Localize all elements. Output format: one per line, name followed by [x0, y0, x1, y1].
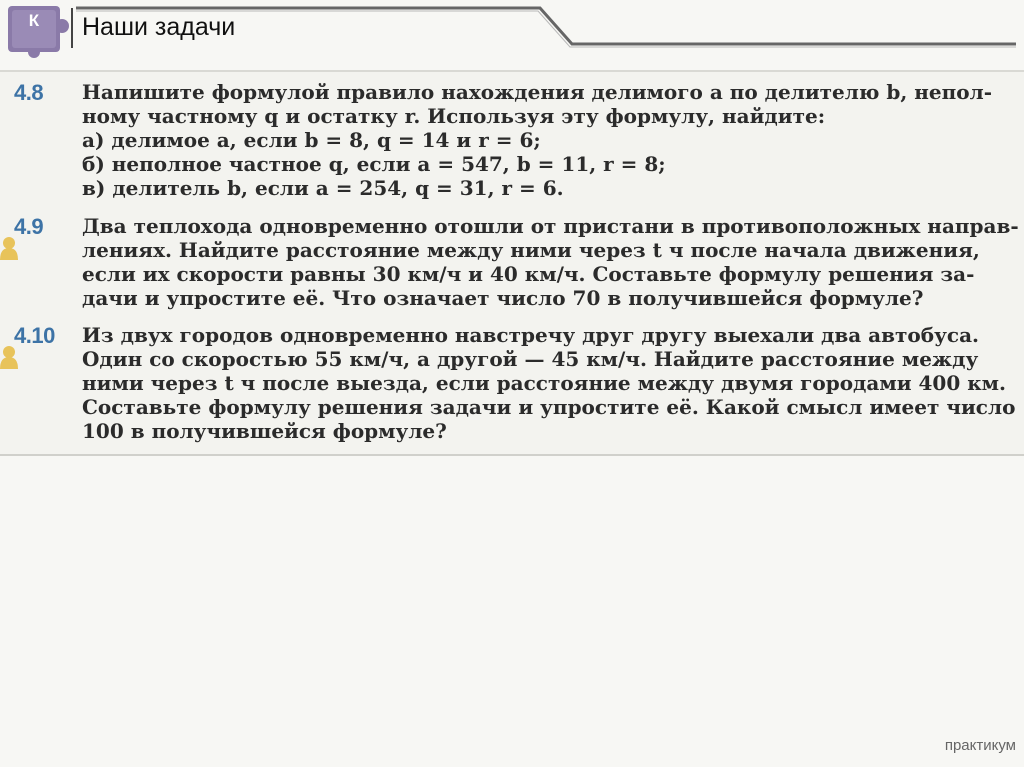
problem-number: 4.10 [14, 323, 55, 348]
text-line: 100 в получившейся формуле? [82, 419, 447, 443]
textbook-excerpt [0, 70, 1024, 456]
problem-text [82, 323, 1016, 443]
text-line: лениях. Найдите расстояние между ними через t ч после начала движения, [82, 238, 980, 262]
text-line: в) делитель b, если a = 254, q = 31, r = 6. [82, 176, 564, 200]
text-line: а) делимое a, если b = 8, q = 14 и r = 6; [82, 128, 541, 152]
text-line: ними через t ч после выезда, если расстояние между двумя городами 400 км. [82, 371, 1007, 395]
text-line: Один со скоростью 55 км/ч, а другой — 45 км/ч. Найдите расстояние между [82, 347, 979, 371]
text-line: б) неполное частное q, если a = 547, b = 11, r = 8; [82, 152, 666, 176]
problem-number: 4.9 [14, 214, 44, 239]
page-title: Наши задачи [82, 13, 236, 41]
text-line: ному частному q и остатку r. Используя эту формулу, найдите: [82, 104, 826, 128]
person-icon [0, 236, 22, 260]
text-line: если их скорости равны 30 км/ч и 40 км/ч. Составьте формулу решения за- [82, 262, 975, 286]
problem-text [82, 214, 1019, 310]
badge-letter: К [28, 11, 40, 30]
problem-number: 4.8 [14, 80, 44, 105]
text-line: Из двух городов одновременно навстречу друг другу выехали два автобуса. [82, 323, 980, 347]
person-icon [0, 345, 22, 369]
text-line: Напишите формулой правило нахождения делимого a по делителю b, непол- [82, 80, 993, 104]
text-line: дачи и упростите её. Что означает число 70 в получившейся формуле? [82, 286, 924, 310]
text-line: Два теплохода одновременно отошли от пристани в противоположных направ- [82, 214, 1019, 238]
slide-header [0, 0, 1024, 66]
footer-label: практикум [944, 737, 1016, 754]
text-line: Составьте формулу решения задачи и упростите её. Какой смысл имеет число [82, 395, 1016, 419]
problem-text [82, 80, 993, 200]
